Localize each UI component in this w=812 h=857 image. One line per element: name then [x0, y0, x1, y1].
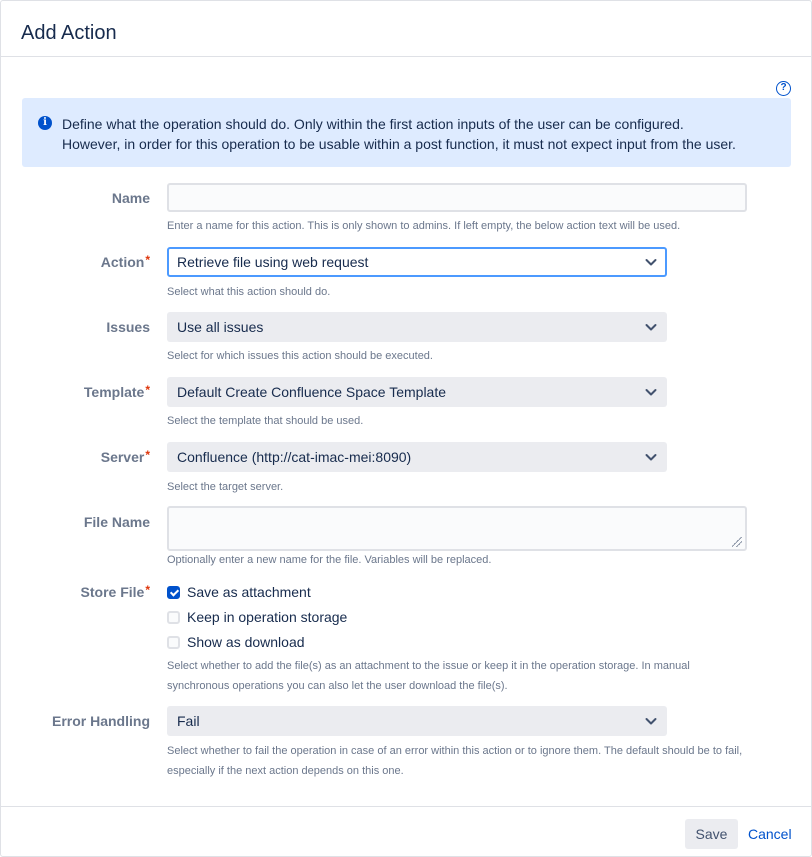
dialog-footer [1, 806, 811, 856]
keep-in-operation-storage-checkbox[interactable] [167, 607, 347, 627]
issues-select[interactable] [167, 312, 667, 342]
save-button[interactable]: Save [685, 819, 738, 849]
template-select-value: Default Create Confluence Space Template [177, 384, 447, 400]
template-hint: Select the template that should be used. [167, 415, 364, 427]
checkbox-label: Keep in operation storage [187, 609, 348, 625]
chevron-down-icon [644, 714, 658, 728]
server-hint: Select the target server. [167, 481, 284, 493]
required-marker: * [145, 583, 150, 597]
checkbox-label: Show as download [187, 634, 305, 650]
save-as-attachment-checkbox[interactable] [167, 582, 311, 602]
issues-select-value: Use all issues [177, 319, 264, 335]
store-file-hint-line1: Select whether to add the file(s) as an attachment to the issue or keep it in the operation storage. In manual [167, 660, 690, 672]
name-label: Name [111, 190, 150, 206]
resize-handle-icon[interactable] [732, 537, 742, 547]
chevron-down-icon [644, 255, 658, 269]
error-handling-hint-line2: especially if the next action depends on this one. [167, 765, 404, 777]
action-hint: Select what this action should do. [167, 286, 331, 298]
chevron-down-icon [644, 320, 658, 334]
error-handling-label: Error Handling [51, 713, 150, 729]
server-select[interactable] [167, 442, 667, 472]
store-file-hint-line2: synchronous operations you can also let the user download the file(s). [167, 680, 508, 692]
action-label: Action* [100, 253, 150, 270]
help-icon[interactable]: ? [776, 81, 791, 96]
required-marker: * [145, 253, 150, 267]
cancel-button[interactable]: Cancel [748, 826, 792, 842]
error-handling-select[interactable] [167, 706, 667, 736]
checkbox-checked-icon[interactable] [167, 586, 180, 599]
name-input[interactable] [167, 183, 747, 212]
error-handling-select-value: Fail [177, 713, 200, 729]
info-icon: i [38, 116, 52, 130]
dialog-header [1, 1, 811, 57]
server-label: Server* [100, 448, 150, 465]
show-as-download-checkbox[interactable] [167, 632, 305, 652]
file-name-hint: Optionally enter a new name for the file. Variables will be replaced. [167, 554, 492, 566]
info-message [22, 98, 791, 167]
template-label: Template* [83, 383, 150, 400]
issues-label: Issues [106, 319, 150, 335]
file-name-label: File Name [83, 514, 150, 530]
name-hint: Enter a name for this action. This is only shown to admins. If left empty, the below action text will be used. [167, 220, 681, 232]
template-select[interactable] [167, 377, 667, 407]
issues-hint: Select for which issues this action should be executed. [167, 350, 433, 362]
checkbox-label: Save as attachment [187, 584, 311, 600]
chevron-down-icon [644, 450, 658, 464]
info-text: Define what the operation should do. Only within the first action inputs of the user can be configured. However, in order for this operation to be usable within a post function, it must not expect input from the user. [62, 116, 736, 152]
file-name-textarea[interactable] [167, 506, 747, 551]
chevron-down-icon [644, 385, 658, 399]
error-handling-hint-line1: Select whether to fail the operation in case of an error within this action or to ignore them. The default should be to fail, [167, 745, 743, 757]
required-marker: * [145, 448, 150, 462]
checkbox-icon[interactable] [167, 611, 180, 624]
action-select[interactable] [167, 247, 667, 277]
action-select-value: Retrieve file using web request [177, 254, 369, 270]
checkbox-icon[interactable] [167, 636, 180, 649]
store-file-label: Store File* [80, 583, 150, 600]
server-select-value: Confluence (http://cat-imac-mei:8090) [177, 449, 412, 465]
dialog-title: Add Action [21, 22, 117, 44]
required-marker: * [145, 383, 150, 397]
